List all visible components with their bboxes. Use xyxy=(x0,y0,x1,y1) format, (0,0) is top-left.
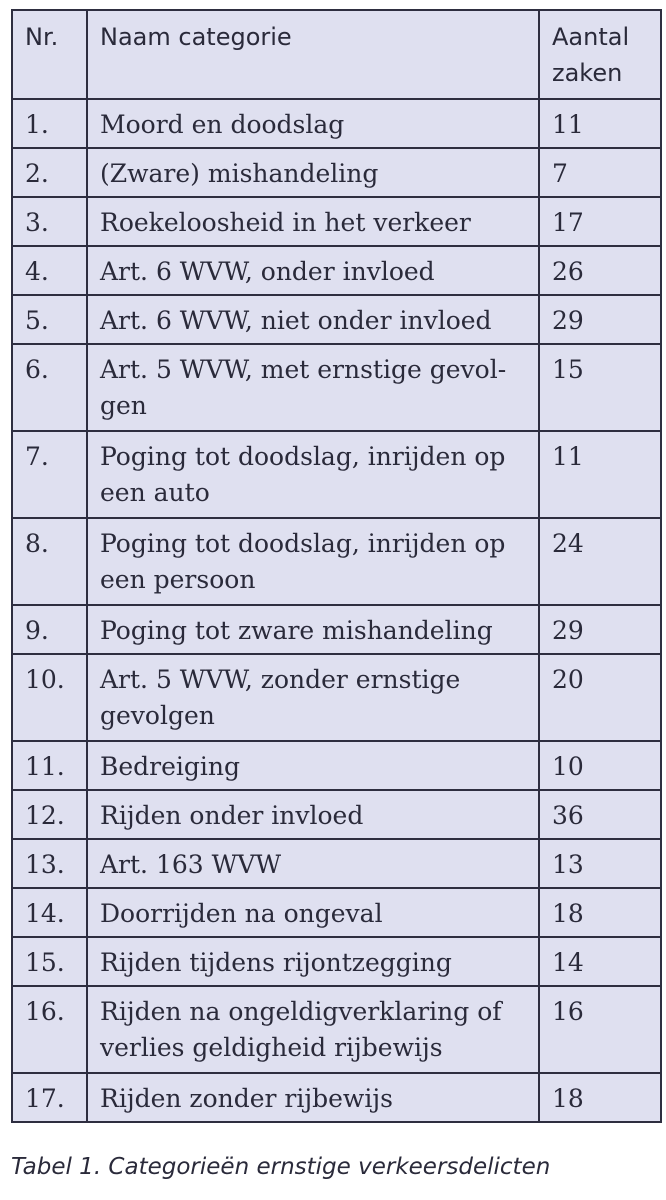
table-row xyxy=(12,1073,661,1122)
table-row xyxy=(12,431,661,518)
row-count: 18 xyxy=(539,1073,661,1122)
row-nr: 2. xyxy=(12,148,87,197)
row-name: Poging tot doodslag, inrijden op een auto xyxy=(87,431,539,518)
row-count: 11 xyxy=(539,431,661,518)
row-name: Art. 5 WVW, zonder ernstige gevolgen xyxy=(87,654,539,741)
row-count: 36 xyxy=(539,790,661,839)
row-count: 10 xyxy=(539,741,661,790)
row-nr: 17. xyxy=(12,1073,87,1122)
row-count: 18 xyxy=(539,888,661,937)
row-count: 14 xyxy=(539,937,661,986)
row-nr: 9. xyxy=(12,605,87,654)
row-nr: 15. xyxy=(12,937,87,986)
row-count: 29 xyxy=(539,295,661,344)
row-count: 26 xyxy=(539,246,661,295)
table-row xyxy=(12,518,661,605)
row-nr: 6. xyxy=(12,344,87,431)
header-nr: Nr. xyxy=(12,10,87,99)
row-count: 15 xyxy=(539,344,661,431)
row-count: 16 xyxy=(539,986,661,1073)
table-row xyxy=(12,605,661,654)
table-header-row xyxy=(12,10,661,99)
table-row xyxy=(12,888,661,937)
table-row xyxy=(12,654,661,741)
row-name: Art. 163 WVW xyxy=(87,839,539,888)
row-name: Roekeloosheid in het verkeer xyxy=(87,197,539,246)
row-count: 13 xyxy=(539,839,661,888)
row-name: Rijden zonder rijbewijs xyxy=(87,1073,539,1122)
row-name: Poging tot doodslag, inrijden op een persoon xyxy=(87,518,539,605)
row-name: Rijden onder invloed xyxy=(87,790,539,839)
table-row xyxy=(12,99,661,148)
row-name: Art. 6 WVW, niet onder invloed xyxy=(87,295,539,344)
row-nr: 4. xyxy=(12,246,87,295)
row-nr: 10. xyxy=(12,654,87,741)
header-name: Naam categorie xyxy=(87,10,539,99)
row-name: Rijden tijdens rijontzegging xyxy=(87,937,539,986)
table-row xyxy=(12,986,661,1073)
table-row xyxy=(12,741,661,790)
table-row xyxy=(12,295,661,344)
row-count: 24 xyxy=(539,518,661,605)
row-nr: 7. xyxy=(12,431,87,518)
table-row xyxy=(12,344,661,431)
table-row xyxy=(12,246,661,295)
row-name: (Zware) mishandeling xyxy=(87,148,539,197)
row-name: Rijden na ongeldigverklaring of verlies geldigheid rijbewijs xyxy=(87,986,539,1073)
row-name: Art. 5 WVW, met ernstige gevol-gen xyxy=(87,344,539,431)
table-row xyxy=(12,790,661,839)
header-count: Aantal zaken xyxy=(539,10,661,99)
categories-table xyxy=(11,9,662,1123)
table-row xyxy=(12,937,661,986)
row-name: Bedreiging xyxy=(87,741,539,790)
row-name: Art. 6 WVW, onder invloed xyxy=(87,246,539,295)
table-row xyxy=(12,839,661,888)
row-name: Doorrijden na ongeval xyxy=(87,888,539,937)
table-row xyxy=(12,148,661,197)
row-name: Poging tot zware mishandeling xyxy=(87,605,539,654)
table-row xyxy=(12,197,661,246)
row-nr: 13. xyxy=(12,839,87,888)
row-count: 17 xyxy=(539,197,661,246)
row-nr: 1. xyxy=(12,99,87,148)
row-name: Moord en doodslag xyxy=(87,99,539,148)
row-nr: 5. xyxy=(12,295,87,344)
row-count: 11 xyxy=(539,99,661,148)
row-nr: 8. xyxy=(12,518,87,605)
row-count: 29 xyxy=(539,605,661,654)
row-nr: 12. xyxy=(12,790,87,839)
row-nr: 16. xyxy=(12,986,87,1073)
row-count: 7 xyxy=(539,148,661,197)
row-nr: 3. xyxy=(12,197,87,246)
row-nr: 11. xyxy=(12,741,87,790)
row-nr: 14. xyxy=(12,888,87,937)
row-count: 20 xyxy=(539,654,661,741)
table-caption: Tabel 1. Categorieën ernstige verkeersdelicten xyxy=(11,1154,551,1180)
